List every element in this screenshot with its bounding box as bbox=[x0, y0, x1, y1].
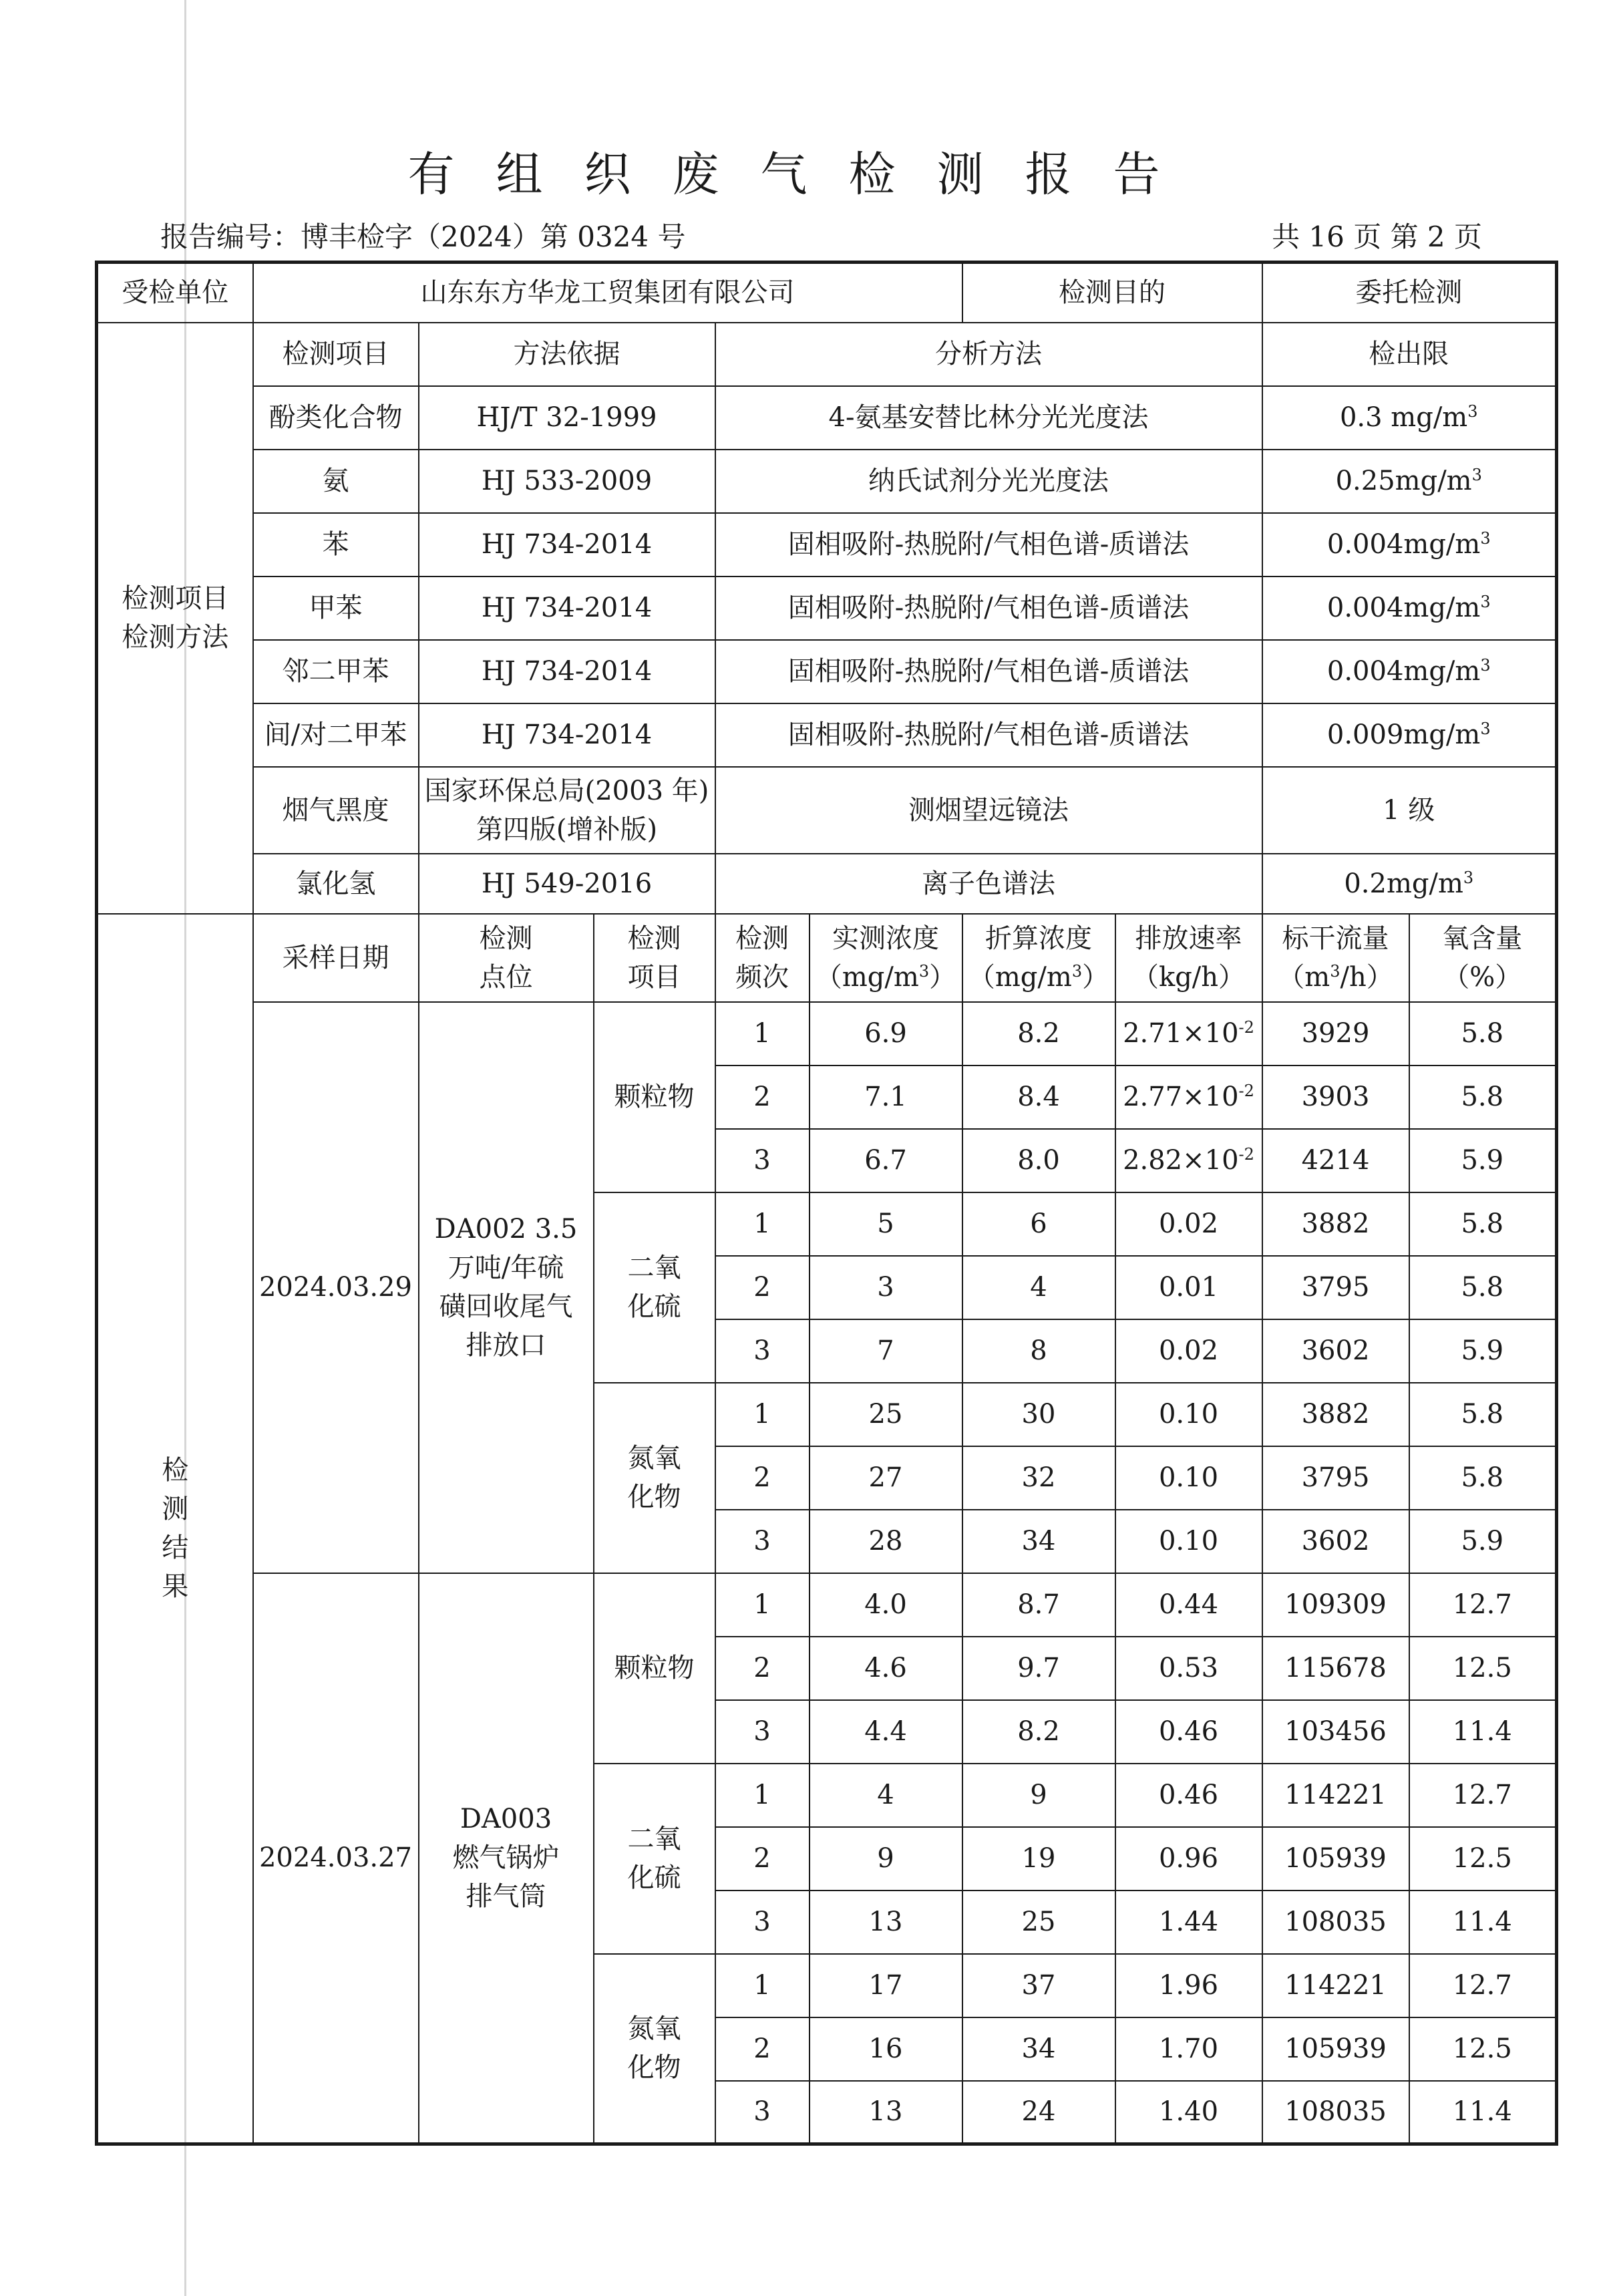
sample-point: DA002 3.5 万吨/年硫 磺回收尾气 排放口 bbox=[419, 1002, 594, 1573]
sample-point: DA003 燃气锅炉 排气筒 bbox=[419, 1573, 594, 2144]
result-row: 2 9 19 0.96 105939 12.5 bbox=[97, 1827, 1557, 1891]
col-item: 检测项目 bbox=[253, 323, 419, 386]
method-row: 间/对二甲苯 HJ 734-2014 固相吸附-热脱附/气相色谱-质谱法 $0.009mg/m^3$ bbox=[97, 703, 1557, 767]
method-row: 烟气黑度 国家环保总局(2003 年) 第四版(增补版) 测烟望远镜法 1 级 bbox=[97, 767, 1557, 854]
unit-value: 山东东方华龙工贸集团有限公司 bbox=[253, 263, 962, 323]
result-row: 3 6.7 8.0 $2.82\times 10^{-2}$ 4214 5.9 bbox=[97, 1129, 1557, 1192]
result-row: 2024.03.27 DA003 燃气锅炉 排气筒 颗粒物 1 4.0 8.7 0.44 109309 12.7 bbox=[97, 1573, 1557, 1637]
method-row: 氯化氢 HJ 549-2016 离子色谱法 $0.2mg/m^3$ bbox=[97, 854, 1557, 914]
method-row: 苯 HJ 734-2014 固相吸附-热脱附/气相色谱-质谱法 $0.004mg/m^3$ bbox=[97, 513, 1557, 577]
unit-label: 受检单位 bbox=[97, 263, 253, 323]
methods-section-label: 检测项目 检测方法 bbox=[97, 323, 253, 914]
method-row: 邻二甲苯 HJ 734-2014 固相吸附-热脱附/气相色谱-质谱法 $0.004mg/m^3$ bbox=[97, 640, 1557, 703]
result-row: 二氧 化硫 1 5 6 0.02 3882 5.8 bbox=[97, 1192, 1557, 1256]
result-row: 3 4.4 8.2 0.46 103456 11.4 bbox=[97, 1700, 1557, 1764]
purpose-label: 检测目的 bbox=[962, 263, 1262, 323]
report-title: 有组织废气检测报告 bbox=[407, 147, 1202, 202]
method-row: 甲苯 HJ 734-2014 固相吸附-热脱附/气相色谱-质谱法 $0.004mg/m^3$ bbox=[97, 577, 1557, 640]
report-number: 报告编号：博丰检字（2024）第 0324 号 bbox=[160, 220, 686, 253]
col-method: 分析方法 bbox=[715, 323, 1262, 386]
pollutant: 氮氧 化物 bbox=[594, 1954, 715, 2144]
col-limit: 检出限 bbox=[1262, 323, 1557, 386]
pollutant: 氮氧 化物 bbox=[594, 1383, 715, 1573]
method-row: 氨 HJ 533-2009 纳氏试剂分光光度法 $0.25mg/m^3$ bbox=[97, 450, 1557, 513]
pollutant: 二氧 化硫 bbox=[594, 1764, 715, 1954]
result-row: 3 28 34 0.10 3602 5.9 bbox=[97, 1510, 1557, 1573]
result-row: 3 13 25 1.44 108035 11.4 bbox=[97, 1891, 1557, 1954]
purpose-value: 委托检测 bbox=[1262, 263, 1557, 323]
result-row: 2 16 34 1.70 105939 12.5 bbox=[97, 2017, 1557, 2081]
pollutant: 颗粒物 bbox=[594, 1573, 715, 1764]
result-row: 二氧 化硫 1 4 9 0.46 114221 12.7 bbox=[97, 1764, 1557, 1827]
result-row: 2 4.6 9.7 0.53 115678 12.5 bbox=[97, 1637, 1557, 1700]
results-header-row: 检 测 结 果 采样日期 检测 点位 检测 项目 检测 频次 实测浓度 $(mg/m^3)$ 折算浓度 $(mg/m^3)$ 排放速率 （kg/h） 标干流量 $(m^3/h)$ 氧含量 （%） bbox=[97, 914, 1557, 1002]
result-row: 2 27 32 0.10 3795 5.8 bbox=[97, 1446, 1557, 1510]
sample-date: 2024.03.29 bbox=[253, 1002, 419, 1573]
results-section-label: 检 测 结 果 bbox=[97, 914, 253, 2144]
col-basis: 方法依据 bbox=[419, 323, 715, 386]
report-table bbox=[95, 261, 1558, 2146]
result-row: 氮氧 化物 1 17 37 1.96 114221 12.7 bbox=[97, 1954, 1557, 2017]
methods-header-row bbox=[97, 323, 1557, 386]
header-row bbox=[97, 263, 1557, 323]
pollutant: 二氧 化硫 bbox=[594, 1192, 715, 1383]
result-row: 2024.03.29 DA002 3.5 万吨/年硫 磺回收尾气 排放口 颗粒物 1 6.9 8.2 $2.71\times 10^{-2}$ 3929 5.8 bbox=[97, 1002, 1557, 1065]
result-row: 2 7.1 8.4 $2.77\times 10^{-2}$ 3903 5.8 bbox=[97, 1065, 1557, 1129]
result-row: 2 3 4 0.01 3795 5.8 bbox=[97, 1256, 1557, 1319]
result-row: 氮氧 化物 1 25 30 0.10 3882 5.8 bbox=[97, 1383, 1557, 1446]
method-row: 酚类化合物 HJ/T 32-1999 4-氨基安替比林分光光度法 0.3 $mg/m^3$ bbox=[97, 386, 1557, 450]
result-row: 3 13 24 1.40 108035 11.4 bbox=[97, 2081, 1557, 2144]
sample-date: 2024.03.27 bbox=[253, 1573, 419, 2144]
page-number: 共 16 页 第 2 页 bbox=[1272, 220, 1482, 253]
result-row: 3 7 8 0.02 3602 5.9 bbox=[97, 1319, 1557, 1383]
pollutant: 颗粒物 bbox=[594, 1002, 715, 1192]
